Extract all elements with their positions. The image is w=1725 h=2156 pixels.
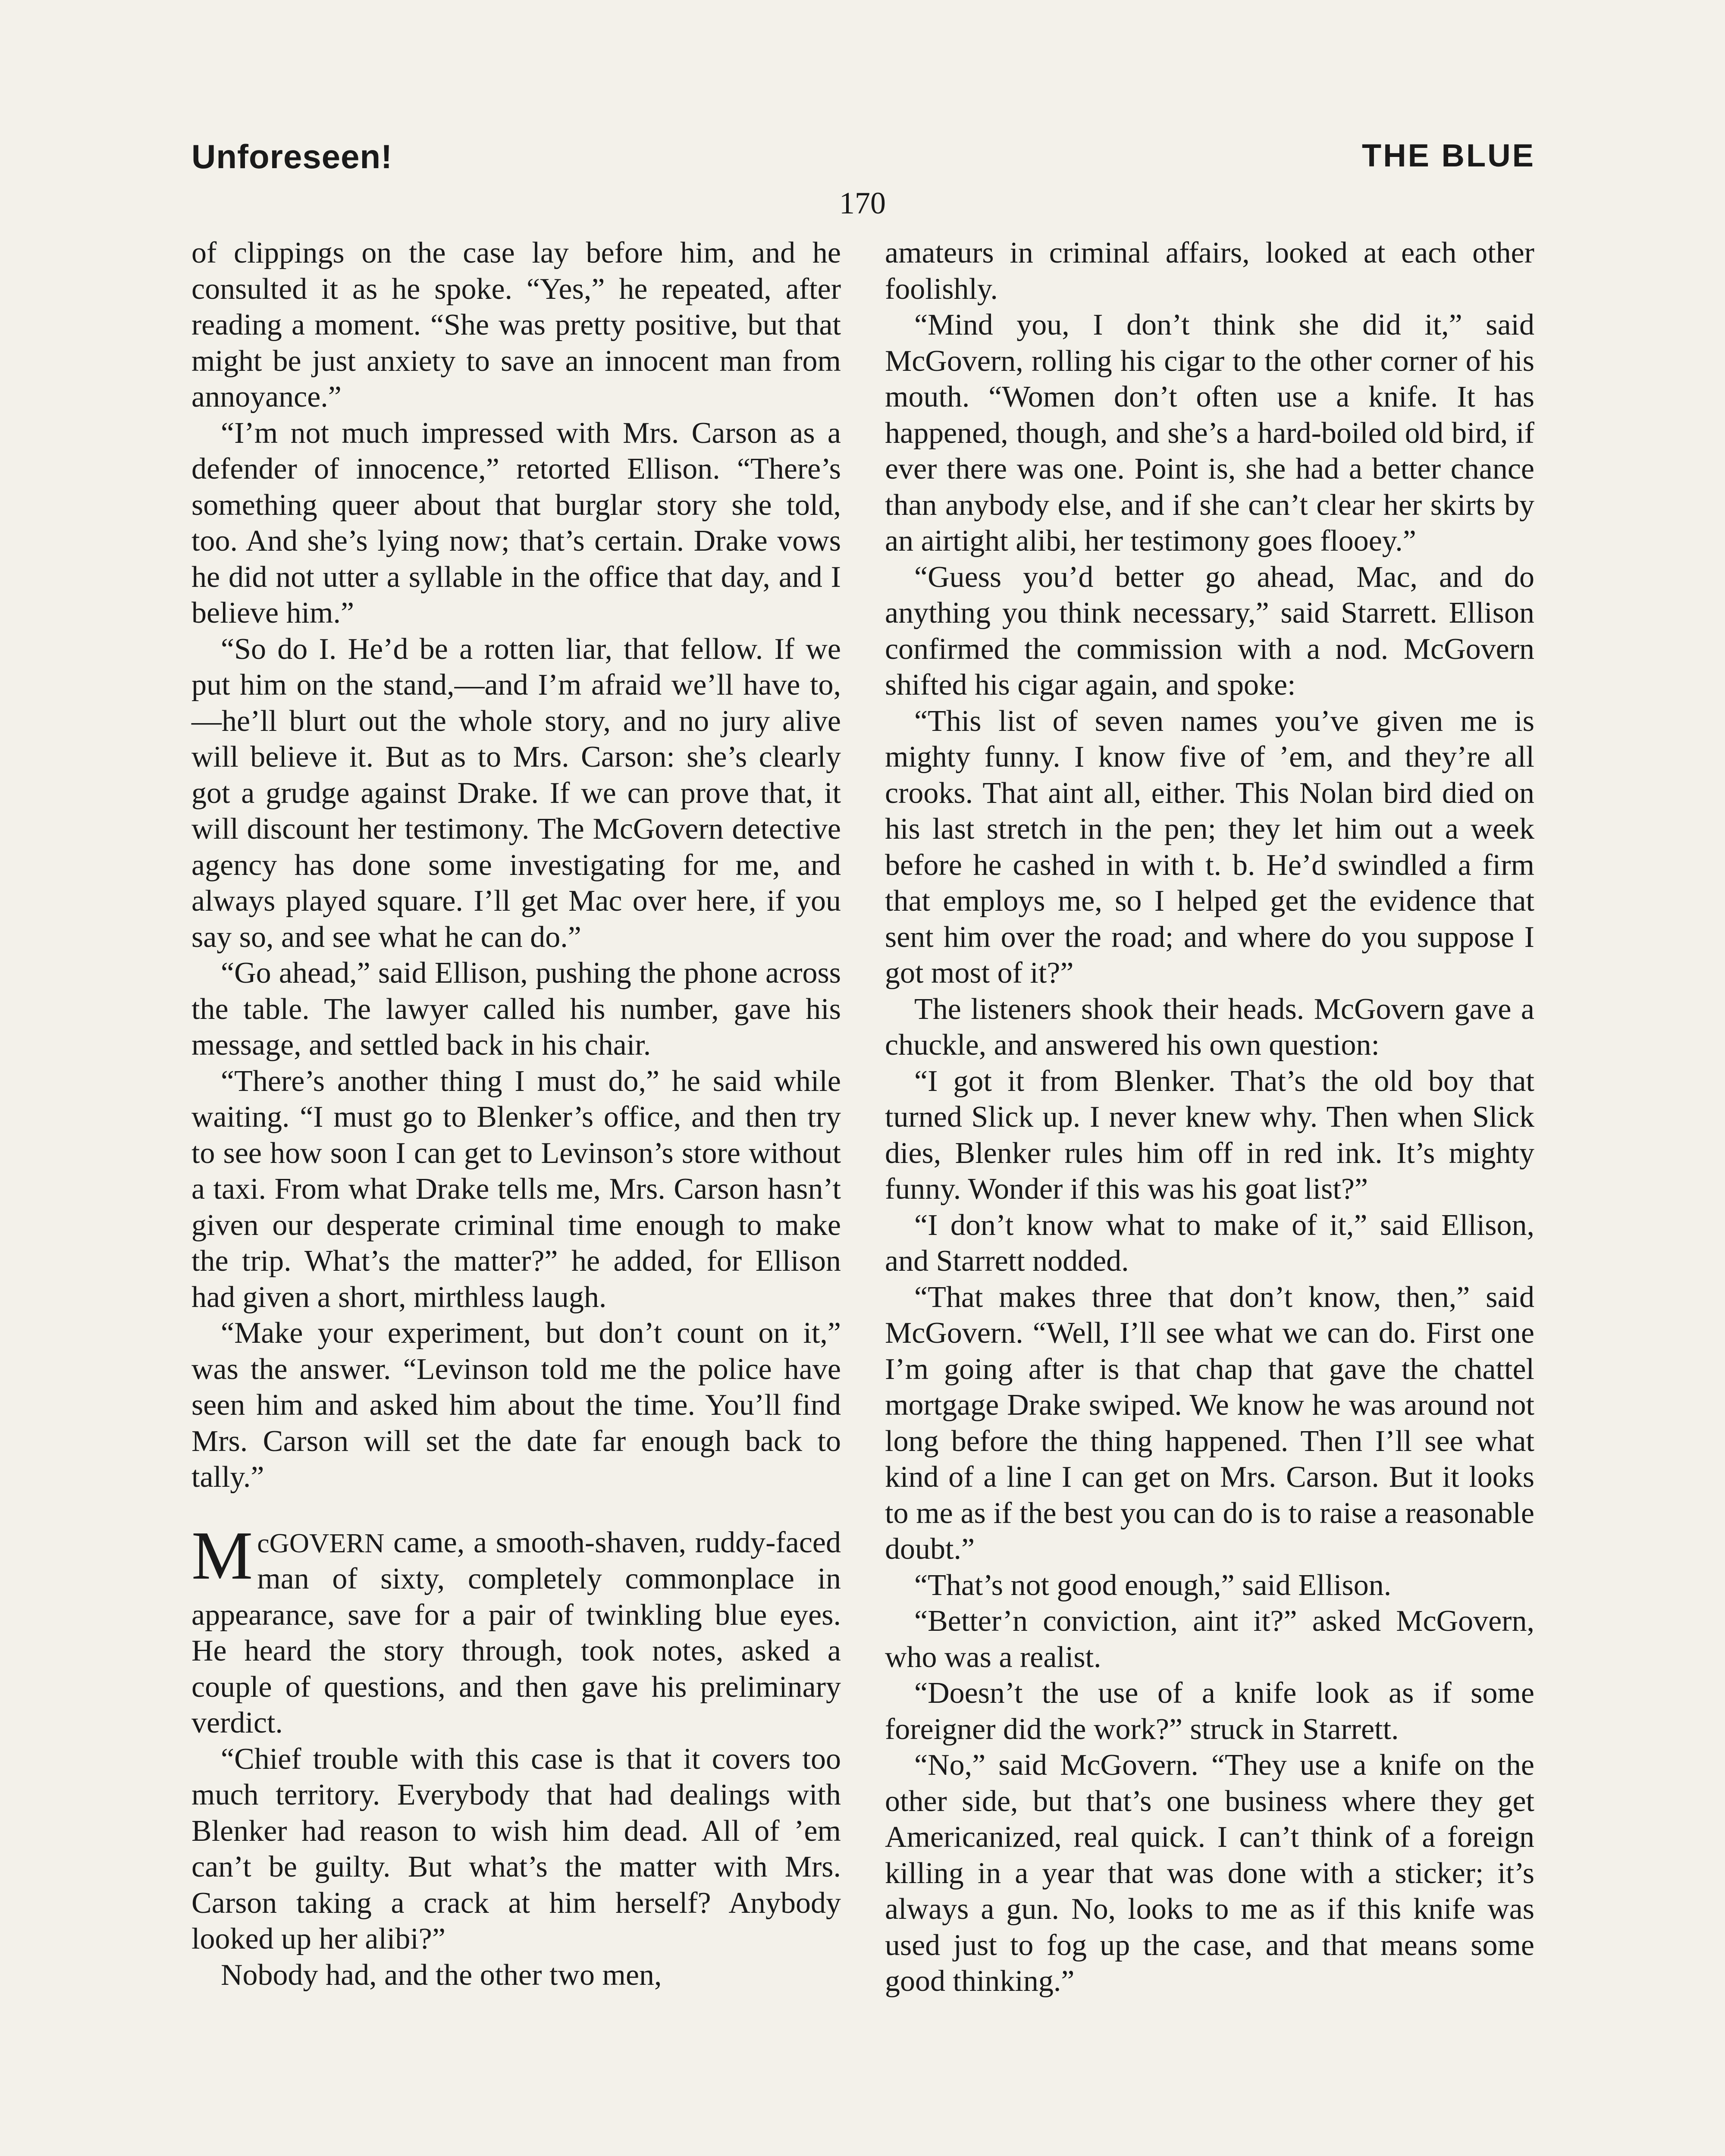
left-column [191, 235, 841, 1993]
paragraph: “Doesn’t the use of a knife look as if some foreigner did the work?” struck in Starrett. [885, 1677, 1534, 1746]
paragraph: Nobody had, and the other two men, [221, 1958, 662, 1992]
story-title: Unforeseen! [191, 138, 393, 175]
section-text: came, a smooth-shaven, ruddy-faced man of sixty, completely commonplace in appearance, save for a pair of twinkling blue eyes. He heard the story through, took notes, asked a couple of questions, and then gave his preliminary verdict. [191, 1526, 841, 1739]
paragraph: “Mind you, I don’t think she did it,” said McGovern, rolling his cigar to the other corner of his mouth. “Women don’t often use a knife. It has happened, though, and she’s a hard-boiled old bird, if ever there was one. Point is, she had a better chance than anybody else, and if she can’t clear her skirts by an airtight alibi, her testimony goes flooey.” [885, 308, 1534, 558]
magazine-title: THE BLUE [1362, 138, 1535, 173]
paragraph: “I got it from Blenker. That’s the old boy that turned Slick up. I never knew why. Then when Slick dies, Blenker rules him off in red ink. It’s mighty funny. Wonder if this was his goat list?” [885, 1064, 1534, 1206]
drop-cap: M [191, 1517, 253, 1594]
paragraph: “Chief trouble with this case is that it covers too much territory. Everybody that had dealings with Blenker had reason to wish him dead. All of ’em can’t be guilty. But what’s the matter with Mrs. Carson taking a crack at him herself? Anybody looked up her alibi?” [191, 1742, 841, 1955]
paragraph: “I’m not much impressed with Mrs. Carson as a defender of innocence,” retorted Ellison. “There’s something queer about that burglar story she told, too. And she’s lying now; that’s certain. Drake vows he did not utter a syllable in the office that day, and I believe him.” [191, 416, 841, 630]
paragraph: “Guess you’d better go ahead, Mac, and do anything you think necessary,” said Starrett. Ellison confirmed the commission with a nod. McGovern shifted his cigar again, and spoke: [885, 560, 1534, 702]
paragraph: amateurs in criminal affairs, looked at each other foolishly. [885, 236, 1534, 306]
paragraph: “This list of seven names you’ve given me is mighty funny. I know five of ’em, and they’re all crooks. That aint all, either. This Nolan bird died on his last stretch in the pen; they let him out a week before he cashed in with t. b. He’d swindled a firm that employs me, so I helped get the evidence that sent him over the road; and where do you suppose I got most of it?” [885, 704, 1534, 990]
paragraph: “Better’n conviction, aint it?” asked McGovern, who was a realist. [885, 1604, 1534, 1674]
paragraph: “I don’t know what to make of it,” said Ellison, and Starrett nodded. [885, 1208, 1534, 1278]
paragraph: of clippings on the case lay before him, and he consulted it as he spoke. “Yes,” he repeated, after reading a moment. “She was pretty positive, but that might be just anxiety to save an innocent man from annoyance.” [191, 236, 841, 414]
paragraph: “That makes three that don’t know, then,” said McGovern. “Well, I’ll see what we can do. First one I’m going after is that chap that gave the chattel mortgage Drake swiped. We know he was around not long before the thing happened. Then I’ll see what kind of a line I can get on Mrs. Carson. But it looks to me as if the best you can do is to raise a reasonable doubt.” [885, 1280, 1534, 1566]
small-caps-name: cGOVERN [257, 1527, 385, 1558]
paragraph: “Make your experiment, but don’t count on it,” was the answer. “Levinson told me the police have seen him and asked him about the time. You’ll find Mrs. Carson will set the date far enough back to tally.” [191, 1316, 841, 1494]
paragraph: “There’s another thing I must do,” he said while waiting. “I must go to Blenker’s office, and then try to see how soon I can get to Levinson’s store without a taxi. From what Drake tells me, Mrs. Carson hasn’t given our desperate criminal time enough to make the trip. What’s the matter?” he added, for Ellison had given a short, mirthless laugh. [191, 1064, 841, 1314]
right-column [885, 235, 1534, 1999]
page-number: 170 [839, 186, 886, 220]
paragraph: “No,” said McGovern. “They use a knife on the other side, but that’s one business where they get Americanized, real quick. I can’t think of a foreign killing in a year that was done with a sticker; it’s always a gun. No, looks to me as if this knife was used just to fog up the case, and that means some good thinking.” [885, 1749, 1534, 1998]
paragraph: “Go ahead,” said Ellison, pushing the phone across the table. The lawyer called his number, gave his message, and settled back in his chair. [191, 956, 841, 1062]
paragraph: The listeners shook their heads. McGovern gave a chuckle, and answered his own question: [885, 992, 1534, 1062]
paragraph: “That’s not good enough,” said Ellison. [914, 1568, 1392, 1602]
paragraph: “So do I. He’d be a rotten liar, that fellow. If we put him on the stand,—and I’m afraid we’ll have to,—he’ll blurt out the whole story, and no jury alive will believe it. But as to Mrs. Carson: she’s clearly got a grudge against Drake. If we can prove that, it will discount her testimony. The McGovern detective agency has done some investigating for me, and always played square. I’ll get Mac over here, if you say so, and see what he can do.” [191, 632, 841, 954]
section-opening [191, 1517, 841, 1741]
